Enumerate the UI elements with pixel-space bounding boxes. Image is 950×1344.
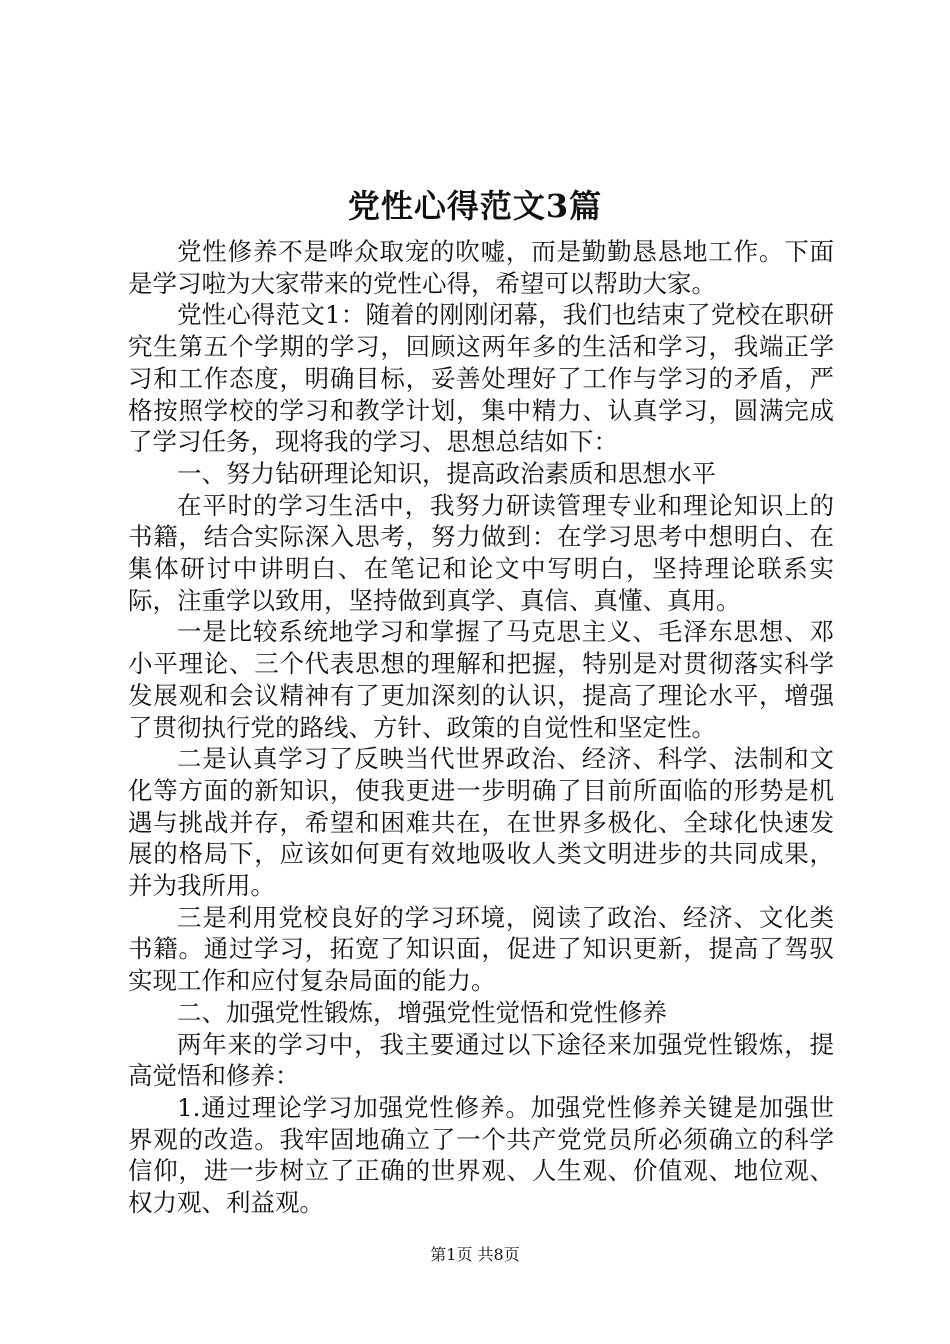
paragraph-point-two: 二是认真学习了反映当代世界政治、经济、科学、法制和文化等方面的新知识，使我更进一步明确了目前所面临的形势是机遇与挑战并存，希望和困难共在，在世界多极化、全球化快速发展的格局下，应该如何更有效地吸收人类文明进步的共同成果，并为我所用。 [128, 744, 834, 901]
paragraph-study-life: 在平时的学习生活中，我努力研读管理专业和理论知识上的书籍，结合实际深入思考，努力做到：在学习思考中想明白、在集体研讨中讲明白、在笔记和论文中写明白，坚持理论联系实际，注重学以致用，坚持做到真学、真信、真懂、真用。 [128, 490, 834, 615]
paragraph-point-three: 三是利用党校良好的学习环境，阅读了政治、经济、文化类书籍。通过学习，拓宽了知识面，促进了知识更新，提高了驾驭实现工作和应付复杂局面的能力。 [128, 902, 834, 996]
section-heading-2: 二、加强党性锻炼，增强党性觉悟和党性修养 [177, 997, 667, 1027]
page-footer: 第1页 共8页 [430, 1245, 520, 1264]
paragraph-item-1: 1.通过理论学习加强党性修养。加强党性修养关键是加强世界观的改造。我牢固地确立了一个共产党党员所必须确立的科学信仰，进一步树立了正确的世界观、人生观、价值观、地位观、权力观、利益观。 [128, 1092, 834, 1218]
paragraph-intro: 党性修养不是哗众取宠的吹嘘，而是勤勤恳恳地工作。下面是学习啦为大家带来的党性心得，希望可以帮助大家。 [128, 237, 834, 298]
section-heading-1: 一、努力钻研理论知识，提高政治素质和思想水平 [177, 458, 716, 488]
document-body [128, 236, 834, 1219]
paragraph-sample-1-opening: 党性心得范文1：随着的刚刚闭幕，我们也结束了党校在职研究生第五个学期的学习，回顾这两年多的生活和学习，我端正学习和工作态度，明确目标，妥善处理好了工作与学习的矛盾，严格按照学校的学习和教学计划，集中精力、认真学习，圆满完成了学习任务，现将我的学习、思想总结如下： [128, 300, 834, 457]
document-title: 党性心得范文3篇 [347, 187, 603, 225]
paragraph-two-years: 两年来的学习中，我主要通过以下途径来加强党性锻炼，提高觉悟和修养： [128, 1029, 834, 1091]
paragraph-point-one: 一是比较系统地学习和掌握了马克思主义、毛泽东思想、邓小平理论、三个代表思想的理解和把握，特别是对贯彻落实科学发展观和会议精神有了更加深刻的认识，提高了理论水平，增强了贯彻执行党的路线、方针、政策的自觉性和坚定性。 [128, 617, 834, 742]
